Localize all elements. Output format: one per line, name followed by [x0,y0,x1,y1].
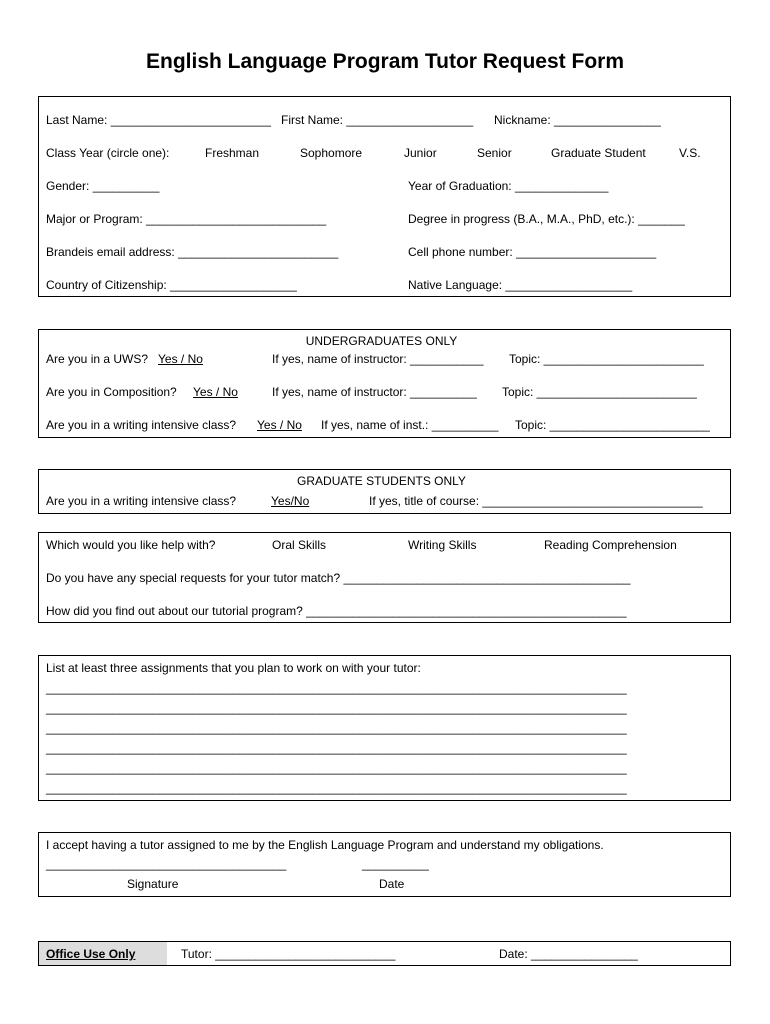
nickname-field[interactable]: Nickname: ________________ [494,113,661,127]
composition-topic-field[interactable]: Topic: ________________________ [502,385,697,399]
office-tutor-field[interactable]: Tutor: ___________________________ [181,947,396,961]
citizenship-field[interactable]: Country of Citizenship: ___________________ [46,278,297,292]
special-requests-field[interactable]: Do you have any special requests for your tutor match? ___________________________________________ [46,571,631,585]
wi-yes-no[interactable]: Yes / No [257,418,302,432]
assignment-line[interactable]: _______________________________________________________________________________________ [46,681,627,695]
first-name-field[interactable]: First Name: ___________________ [281,113,474,127]
signature-field[interactable]: ____________________________________ [46,857,287,871]
class-year-graduate[interactable]: Graduate Student [551,146,646,160]
uws-topic-field[interactable]: Topic: ________________________ [509,352,704,366]
signature-date-field[interactable]: __________ [362,857,429,871]
agreement-text: I accept having a tutor assigned to me by the English Language Program and understand my obligations. [46,838,604,852]
composition-question: Are you in Composition? [46,385,177,399]
help-writing-skills[interactable]: Writing Skills [408,538,477,552]
help-section [38,532,731,623]
student-info-section [38,96,731,297]
class-year-sophomore[interactable]: Sophomore [300,146,363,160]
help-oral-skills[interactable]: Oral Skills [272,538,327,552]
graduate-wi-question: Are you in a writing intensive class? [46,494,237,508]
uws-yes-no[interactable]: Yes / No [158,352,203,366]
class-year-junior[interactable]: Junior [404,146,437,160]
composition-yes-no[interactable]: Yes / No [193,385,238,399]
date-label: Date [379,877,405,891]
graduate-yes-no[interactable]: Yes/No [271,494,310,508]
cell-phone-field[interactable]: Cell phone number: _____________________ [408,245,657,259]
wi-instructor-field[interactable]: If yes, name of inst.: __________ [321,418,499,432]
class-year-senior[interactable]: Senior [477,146,512,160]
office-date-field[interactable]: Date: ________________ [499,947,638,961]
signature-label: Signature [127,877,179,891]
office-use-section [38,941,731,966]
wi-topic-field[interactable]: Topic: ________________________ [515,418,710,432]
gender-field[interactable]: Gender: __________ [46,179,160,193]
assignments-section [38,655,731,801]
uws-question: Are you in a UWS? [46,352,149,366]
last-name-field[interactable]: Last Name: ________________________ [46,113,271,127]
assignments-label: List at least three assignments that you plan to work on with your tutor: [46,661,421,675]
uws-instructor-field[interactable]: If yes, name of instructor: ___________ [272,352,484,366]
class-year-freshman[interactable]: Freshman [205,146,260,160]
graduation-year-field[interactable]: Year of Graduation: ______________ [408,179,609,193]
email-field[interactable]: Brandeis email address: ________________________ [46,245,339,259]
wi-question: Are you in a writing intensive class? [46,418,237,432]
assignment-line[interactable]: _______________________________________________________________________________________ [46,781,627,795]
class-year-label: Class Year (circle one): [46,146,170,160]
degree-field[interactable]: Degree in progress (B.A., M.A., PhD, etc.): _______ [408,212,685,226]
graduate-section [38,469,731,514]
assignment-line[interactable]: _______________________________________________________________________________________ [46,741,627,755]
form-title: English Language Program Tutor Request Form [146,50,624,73]
assignment-line[interactable]: _______________________________________________________________________________________ [46,761,627,775]
major-field[interactable]: Major or Program: ___________________________ [46,212,327,226]
help-question: Which would you like help with? [46,538,216,552]
undergraduates-section [38,329,731,438]
course-title-field[interactable]: If yes, title of course: _________________________________ [369,494,703,508]
graduate-heading: GRADUATE STUDENTS ONLY [297,474,466,488]
undergrad-heading: UNDERGRADUATES ONLY [305,334,458,348]
assignment-line[interactable]: _______________________________________________________________________________________ [46,701,627,715]
assignment-line[interactable]: _______________________________________________________________________________________ [46,721,627,735]
office-use-label: Office Use Only [46,947,136,961]
agreement-section [38,832,731,897]
found-program-field[interactable]: How did you find out about our tutorial program? ________________________________________________ [46,604,627,618]
composition-instructor-field[interactable]: If yes, name of instructor: __________ [272,385,477,399]
help-reading-comprehension[interactable]: Reading Comprehension [544,538,677,552]
native-language-field[interactable]: Native Language: ___________________ [408,278,633,292]
class-year-vs[interactable]: V.S. [679,146,701,160]
